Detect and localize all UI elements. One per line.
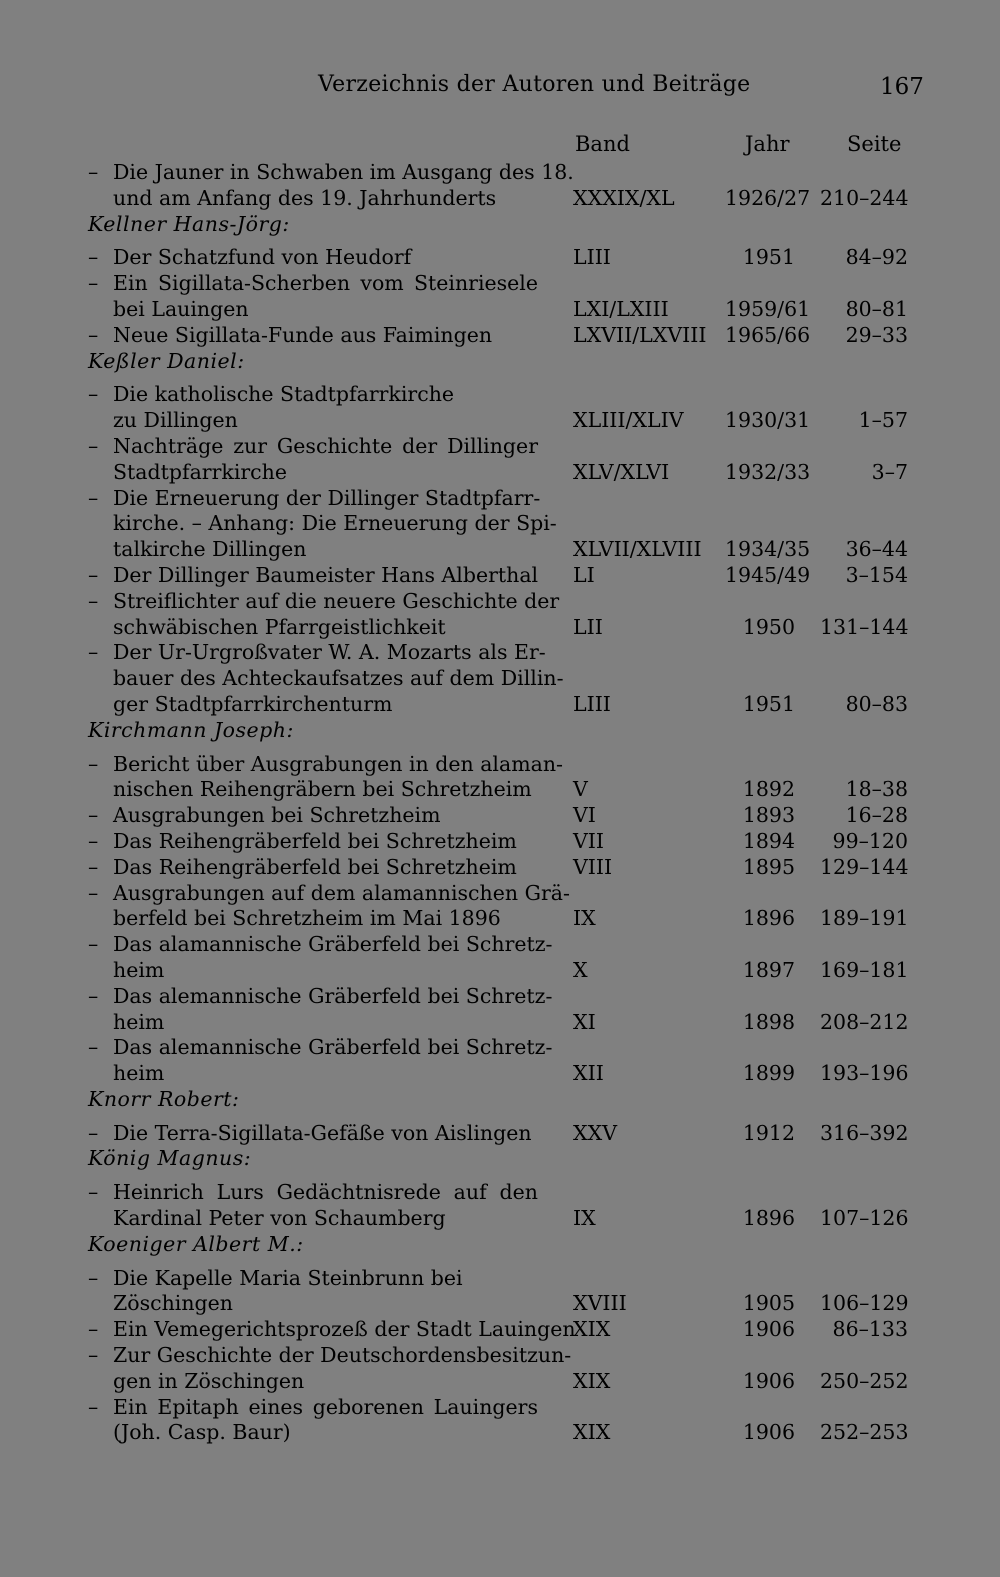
entry-band: VI	[573, 803, 596, 828]
entry-dash: –	[88, 1265, 99, 1290]
entry-pages: 252–253	[820, 1420, 909, 1445]
author-name: Knorr Robert:	[88, 1086, 240, 1111]
column-header-band: Band	[575, 132, 630, 156]
entry-year: 1932/33	[725, 459, 811, 484]
entry-title-line: Der Dillinger Baumeister Hans Alberthal	[113, 562, 539, 587]
entry-title	[88, 323, 563, 349]
entry-year: 1897	[742, 957, 795, 982]
bibliography-entry	[88, 589, 918, 641]
entry-pages: 210–244	[820, 185, 909, 210]
entry-title-line: Der Schatzfund von Heudorf	[113, 245, 412, 270]
entry-dash: –	[88, 588, 99, 613]
entry-dash: –	[88, 1180, 99, 1205]
entry-dash: –	[88, 433, 99, 458]
entry-band: XIX	[573, 1420, 611, 1445]
entry-pages: 129–144	[820, 854, 909, 879]
entry-title-line: bei Lauingen	[113, 296, 249, 321]
entry-title	[88, 1180, 563, 1232]
entry-year: 1945/49	[725, 562, 811, 587]
bibliography-entry	[88, 881, 918, 933]
entry-title-line: schwäbischen Pfarrgeistlichkeit	[113, 614, 446, 639]
entry-pages: 1–57	[858, 408, 908, 433]
entry-title-line: heim	[113, 1061, 165, 1086]
bibliography-entry	[88, 1180, 918, 1232]
entry-band: LII	[573, 614, 603, 639]
entry-dash: –	[88, 1035, 99, 1060]
author-section	[88, 718, 918, 1087]
bibliography-entry	[88, 323, 918, 349]
entry-dash: –	[88, 640, 99, 665]
entry-title-line: Das alamannische Gräberfeld bei Schretz-	[113, 932, 553, 957]
entry-title	[88, 1395, 563, 1447]
entry-title-line: Die Kapelle Maria Steinbrunn bei	[113, 1265, 463, 1290]
entry-title	[88, 932, 563, 984]
entry-band: XLV/XLVI	[573, 459, 670, 484]
entry-title-line: Die katholische Stadtpfarrkirche	[113, 382, 455, 407]
bibliography-entry	[88, 1121, 918, 1147]
column-header-seite: Seite	[847, 132, 902, 156]
bibliography-entry	[88, 1035, 918, 1087]
entry-band: IX	[573, 906, 596, 931]
entry-title-line: Stadtpfarrkirche	[113, 459, 287, 484]
entry-band: LIII	[573, 245, 611, 270]
entry-year: 1898	[742, 1009, 795, 1034]
entry-year: 1906	[742, 1317, 795, 1342]
entry-year: 1912	[742, 1120, 795, 1145]
entry-title	[88, 486, 563, 563]
entry-band: VII	[573, 828, 605, 853]
entry-title	[88, 640, 563, 717]
entry-title-line: Zur Geschichte der Deutschordensbesitzun-	[113, 1343, 572, 1368]
author-name: König Magnus:	[88, 1146, 252, 1171]
entry-pages: 3–154	[845, 562, 908, 587]
entry-pages: 99–120	[832, 828, 908, 853]
entry-title	[88, 803, 563, 829]
entry-dash: –	[88, 271, 99, 296]
entry-title-line: Heinrich Lurs Gedächtnisrede auf den	[113, 1180, 538, 1205]
bibliography-entry	[88, 160, 918, 212]
entry-title-line: Die Erneuerung der Dillinger Stadtpfarr-	[113, 485, 541, 510]
bibliography-entry	[88, 1343, 918, 1395]
entry-dash: –	[88, 880, 99, 905]
entry-year: 1951	[742, 691, 795, 716]
entry-year: 1930/31	[725, 408, 811, 433]
entry-dash: –	[88, 1394, 99, 1419]
entry-year: 1906	[742, 1368, 795, 1393]
bibliography-entry	[88, 803, 918, 829]
entry-band: LXI/LXIII	[573, 296, 669, 321]
entry-dash: –	[88, 828, 99, 853]
entry-pages: 80–81	[845, 296, 908, 321]
author-section	[88, 1146, 918, 1231]
bibliography-entry	[88, 382, 918, 434]
entry-title-line: Das Reihengräberfeld bei Schretzheim	[113, 854, 517, 879]
bibliography-entry	[88, 1317, 918, 1343]
entry-band: LI	[573, 562, 595, 587]
entry-band: XXV	[573, 1120, 617, 1145]
entry-title-line: heim	[113, 957, 165, 982]
entry-pages: 86–133	[832, 1317, 908, 1342]
entry-title-line: bauer des Achteckaufsatzes auf dem Dillin-	[113, 666, 564, 691]
bibliography-entry	[88, 1395, 918, 1447]
entry-dash: –	[88, 562, 99, 587]
author-name: Koeniger Albert M.:	[88, 1231, 304, 1256]
entry-dash: –	[88, 160, 99, 184]
author-section	[88, 349, 918, 718]
author-section	[88, 160, 918, 212]
entry-pages: 29–33	[845, 322, 908, 347]
entry-title-line: zu Dillingen	[113, 408, 238, 433]
entry-band: XLIII/XLIV	[573, 408, 684, 433]
entry-title-line: kirche. – Anhang: Die Erneuerung der Spi-	[113, 511, 557, 536]
bibliography-entry	[88, 271, 918, 323]
entry-pages: 18–38	[845, 777, 908, 802]
entry-band: XIX	[573, 1317, 611, 1342]
page-header	[0, 72, 1000, 112]
author-name: Keßler Daniel:	[88, 348, 245, 373]
entry-dash: –	[88, 983, 99, 1008]
entry-band: LXVII/LXVIII	[573, 322, 707, 347]
entry-band: V	[573, 777, 588, 802]
entry-pages: 131–144	[820, 614, 909, 639]
entry-title	[88, 829, 563, 855]
entry-year: 1894	[742, 828, 795, 853]
entry-title	[88, 855, 563, 881]
entry-year: 1899	[742, 1061, 795, 1086]
bibliography-list	[88, 160, 918, 1446]
running-title: Verzeichnis der Autoren und Beiträge	[318, 72, 751, 97]
bibliography-entry	[88, 245, 918, 271]
entry-title-line: Das alemannische Gräberfeld bei Schretz-	[113, 983, 553, 1008]
bibliography-entry	[88, 984, 918, 1036]
column-header-jahr: Jahr	[745, 132, 790, 156]
entry-title	[88, 1317, 576, 1343]
entry-title	[88, 752, 563, 804]
entry-title-line: Nachträge zur Geschichte der Dillinger	[113, 433, 538, 458]
entry-year: 1934/35	[725, 537, 811, 562]
entry-dash: –	[88, 803, 99, 828]
entry-title-line: gen in Zöschingen	[113, 1368, 305, 1393]
entry-pages: 80–83	[845, 691, 908, 716]
entry-band: XIX	[573, 1368, 611, 1393]
entry-title-line: heim	[113, 1009, 165, 1034]
entry-title-line: berfeld bei Schretzheim im Mai 1896	[113, 906, 501, 931]
entry-pages: 250–252	[820, 1368, 909, 1393]
entry-title-line: Ausgrabungen bei Schretzheim	[113, 803, 441, 828]
entry-pages: 208–212	[820, 1009, 909, 1034]
entry-year: 1892	[742, 777, 795, 802]
entry-title	[88, 1035, 563, 1087]
entry-pages: 36–44	[845, 537, 908, 562]
bibliography-entry	[88, 486, 918, 563]
bibliography-entry	[88, 563, 918, 589]
entry-title	[88, 382, 563, 434]
entry-dash: –	[88, 854, 99, 879]
entry-title-line: talkirche Dillingen	[113, 537, 307, 562]
entry-title-line: Die Jauner in Schwaben im Ausgang des 18.	[113, 160, 574, 184]
entry-title-line: Das Reihengräberfeld bei Schretzheim	[113, 828, 517, 853]
bibliography-entry	[88, 640, 918, 717]
bibliography-entry	[88, 1266, 918, 1318]
entry-pages: 84–92	[845, 245, 908, 270]
entry-dash: –	[88, 1343, 99, 1368]
entry-title	[88, 563, 563, 589]
entry-pages: 3–7	[871, 459, 908, 484]
entry-band: VIII	[573, 854, 613, 879]
entry-title-line: Ein Epitaph eines geborenen Lauingers	[113, 1394, 538, 1419]
entry-band: XII	[573, 1061, 604, 1086]
entry-year: 1896	[742, 906, 795, 931]
entry-title-line: Ein Sigillata-Scherben vom Steinriesele	[113, 271, 538, 296]
entry-year: 1965/66	[725, 322, 811, 347]
entry-dash: –	[88, 1317, 99, 1342]
author-section	[88, 1232, 918, 1446]
entry-title-line: Streiflichter auf die neuere Geschichte der	[113, 588, 560, 613]
bibliography-entry	[88, 932, 918, 984]
entry-year: 1926/27	[725, 185, 811, 210]
entry-year: 1896	[742, 1206, 795, 1231]
author-name: Kellner Hans-Jörg:	[88, 211, 290, 236]
bibliography-entry	[88, 752, 918, 804]
entry-year: 1895	[742, 854, 795, 879]
bibliography-entry	[88, 855, 918, 881]
entry-title	[88, 160, 574, 212]
entry-title-line: Die Terra-Sigillata-Gefäße von Aislingen	[113, 1120, 532, 1145]
entry-band: IX	[573, 1206, 596, 1231]
author-name: Kirchmann Joseph:	[88, 717, 294, 742]
entry-pages: 193–196	[820, 1061, 909, 1086]
entry-pages: 16–28	[845, 803, 908, 828]
entry-dash: –	[88, 485, 99, 510]
entry-title	[88, 1343, 572, 1395]
entry-pages: 316–392	[820, 1120, 909, 1145]
entry-title-line: Neue Sigillata-Funde aus Faimingen	[113, 322, 493, 347]
entry-band: XXXIX/XL	[573, 185, 675, 210]
entry-band: XVIII	[573, 1291, 627, 1316]
entry-title	[88, 880, 570, 933]
entry-band: XLVII/XLVIII	[573, 537, 702, 562]
entry-pages: 106–129	[820, 1291, 909, 1316]
entry-title	[88, 271, 563, 323]
entry-title-line: nischen Reihengräbern bei Schretzheim	[113, 777, 532, 802]
entry-dash: –	[88, 245, 99, 270]
entry-dash: –	[88, 751, 99, 776]
entry-title-line: Zöschingen	[113, 1291, 234, 1316]
entry-dash: –	[88, 322, 99, 347]
entry-band: XI	[573, 1009, 596, 1034]
entry-title	[88, 1121, 563, 1147]
entry-title	[88, 589, 563, 641]
entry-title-line: Ausgrabungen auf dem alamannischen Grä-	[113, 880, 570, 905]
entry-title-line: ger Stadtpfarrkirchenturm	[113, 691, 393, 716]
entry-title-line: und am Anfang des 19. Jahrhunderts	[113, 185, 497, 210]
entry-dash: –	[88, 1120, 99, 1145]
entry-year: 1893	[742, 803, 795, 828]
entry-title-line: Kardinal Peter von Schaumberg	[113, 1206, 446, 1231]
entry-title	[88, 245, 563, 271]
bibliography-entry	[88, 829, 918, 855]
entry-pages: 107–126	[820, 1206, 909, 1231]
entry-band: LIII	[573, 691, 611, 716]
entry-dash: –	[88, 932, 99, 957]
entry-title-line: (Joh. Casp. Baur)	[113, 1420, 291, 1445]
entry-title-line: Ein Vemegerichtsprozeß der Stadt Lauingen	[113, 1317, 576, 1342]
entry-title-line: Das alemannische Gräberfeld bei Schretz-	[113, 1035, 553, 1060]
entry-year: 1950	[742, 614, 795, 639]
entry-dash: –	[88, 382, 99, 407]
entry-year: 1951	[742, 245, 795, 270]
entry-title	[88, 984, 563, 1036]
entry-year: 1959/61	[725, 296, 811, 321]
entry-pages: 189–191	[820, 906, 909, 931]
entry-band: X	[573, 957, 588, 982]
entry-title-line: Bericht über Ausgrabungen in den alaman-	[113, 751, 563, 776]
bibliography-entry	[88, 434, 918, 486]
author-section	[88, 1087, 918, 1147]
author-section	[88, 212, 918, 349]
page-number: 167	[880, 74, 924, 100]
entry-title-line: Der Ur-Urgroßvater W. A. Mozarts als Er-	[113, 640, 546, 665]
entry-title	[88, 1266, 563, 1318]
entry-year: 1905	[742, 1291, 795, 1316]
entry-pages: 169–181	[820, 957, 909, 982]
entry-title	[88, 434, 563, 486]
entry-year: 1906	[742, 1420, 795, 1445]
